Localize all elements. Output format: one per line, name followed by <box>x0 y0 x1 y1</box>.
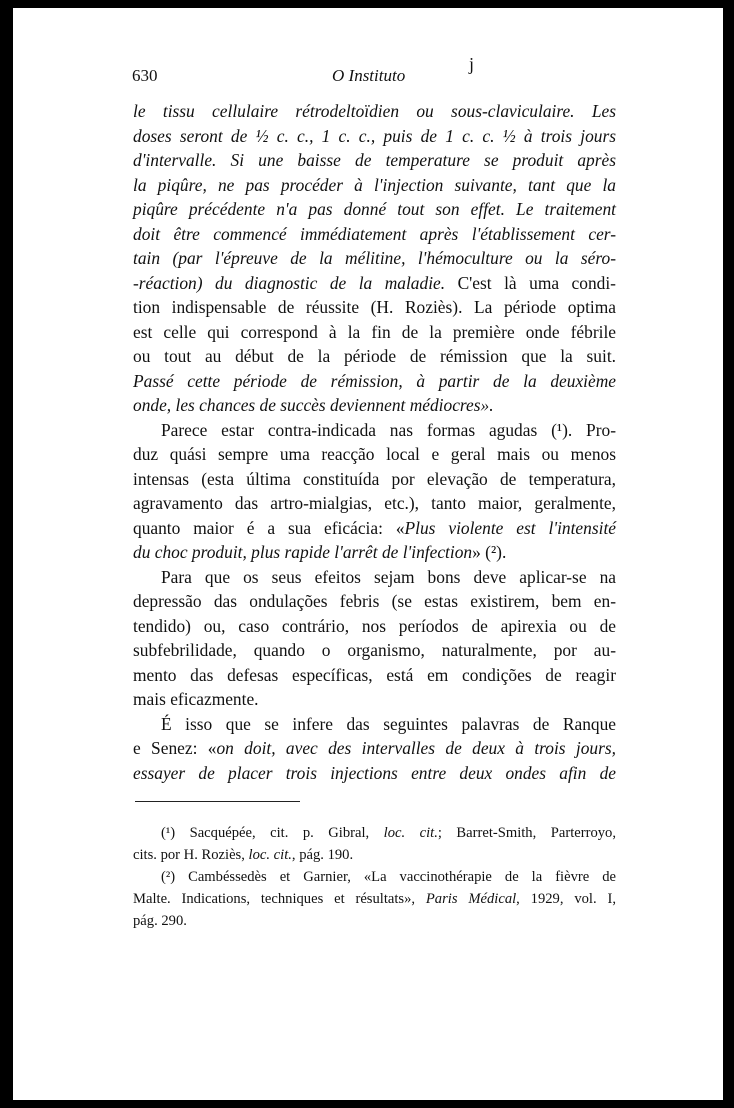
body-line <box>133 687 616 712</box>
body-line <box>133 712 616 737</box>
line-text: est celle qui correspond à la fin de la première onde fébrile <box>133 321 616 342</box>
running-header <box>132 54 616 88</box>
line-text: doses seront de ½ c. c., 1 c. c., puis de 1 c. c. ½ à trois jours <box>133 125 616 146</box>
line-text: tain (par l'épreuve de la mélitine, l'hémoculture ou la séro- <box>133 248 616 268</box>
body-line <box>133 565 616 590</box>
body-line <box>133 320 616 345</box>
body-line <box>133 99 616 124</box>
body-line <box>133 124 616 149</box>
body-text <box>133 99 616 785</box>
body-line <box>133 638 616 663</box>
line-text: essayer de placer trois injections entre deux ondes afin de <box>133 762 616 783</box>
line-text: onde, les chances de succès deviennent médiocres». <box>133 395 494 415</box>
line-text: e Senez: « <box>133 738 217 758</box>
footnote-line: (¹) Sacquépée, cit. p. Gibral, loc. cit.; Barret-Smith, Parterroyo, <box>161 825 616 841</box>
body-line <box>133 369 616 394</box>
footnote-rule <box>135 801 300 802</box>
line-text: quanto maior é a sua eficácia: « <box>133 517 405 538</box>
body-line <box>133 148 616 173</box>
body-line <box>133 589 616 614</box>
body-line <box>133 467 616 492</box>
line-text: mais eficazmente. <box>133 689 259 709</box>
body-line <box>133 491 616 516</box>
line-text: É isso que se infere das seguintes palavras de Ranque <box>161 713 616 734</box>
body-line <box>133 393 616 418</box>
body-line <box>133 516 616 541</box>
line-text: intensas (esta última constituída por elevação de temperatura, <box>133 468 616 489</box>
footnotes <box>133 822 616 932</box>
line-text: Para que os seus efeitos sejam bons deve aplicar-se na <box>161 566 616 587</box>
body-line <box>133 295 616 320</box>
line-text: mento das defesas específicas, está em condições de reagir <box>133 664 616 685</box>
margin-mark: ј <box>469 54 475 74</box>
body-line <box>133 442 616 467</box>
body-line <box>133 540 616 565</box>
body-line <box>133 663 616 688</box>
body-line <box>133 197 616 222</box>
body-line <box>133 761 616 786</box>
body-line <box>133 271 616 296</box>
line-text: agravamento das artro-mialgias, etc.), tanto maior, geralmente, <box>133 493 616 513</box>
body-line <box>133 418 616 443</box>
line-text: la piqûre, ne pas procéder à l'injection suivante, tant que la <box>133 174 616 195</box>
footnote-line: Malte. Indications, techniques et résultats», Paris Médical, 1929, vol. I, <box>133 891 616 907</box>
body-line <box>133 736 616 761</box>
line-text: du choc produit, plus rapide l'arrêt de l'infection <box>133 542 473 562</box>
line-text: ou tout au début de la période de rémission que la suit. <box>133 346 616 366</box>
line-tail: C'est là uma condi- <box>445 272 616 293</box>
footnote-line: pág. 290. <box>133 913 187 929</box>
body-line <box>133 173 616 198</box>
line-text: tion indispensable de réussite (H. Roziès). La période optima <box>133 297 616 317</box>
footnote-line: cits. por H. Roziès, loc. cit., pág. 190. <box>133 847 354 863</box>
line-text: subfebrilidade, quando o organismo, naturalmente, por au- <box>133 640 616 660</box>
line-text: d'intervalle. Si une baisse de temperature se produit après <box>133 150 616 170</box>
line-text: -réaction) du diagnostic de la maladie. <box>133 272 446 293</box>
body-line <box>133 344 616 369</box>
running-title: O Instituto <box>332 66 406 85</box>
footnote-line: (²) Cambéssedès et Garnier, «La vaccinothérapie de la fièvre de <box>161 869 616 885</box>
body-line <box>133 222 616 247</box>
line-italic-tail: Plus violente est l'intensité <box>404 517 616 538</box>
line-text: Parece estar contra-indicada nas formas agudas (¹). Pro- <box>161 419 616 440</box>
line-text: depressão das ondulações febris (se estas existirem, bem en- <box>133 591 616 611</box>
line-italic-tail: on doit, avec des intervalles de deux à trois jours, <box>216 738 617 758</box>
line-text: tendido) ou, caso contrário, nos períodos de apirexia ou de <box>133 615 616 636</box>
line-text: le tissu cellulaire rétrodeltoïdien ou sous-claviculaire. Les <box>133 101 616 121</box>
page-number: 630 <box>132 66 158 85</box>
body-line <box>133 614 616 639</box>
body-line <box>133 246 616 271</box>
line-text: Passé cette période de rémission, à partir de la deuxième <box>133 370 616 391</box>
line-text: piqûre précédente n'a pas donné tout son effet. Le traitement <box>133 199 616 219</box>
line-tail: » (²). <box>472 542 507 562</box>
line-text: doit être commencé immédiatement après l'établissement cer- <box>133 223 616 244</box>
line-text: duz quási sempre uma reacção local e geral mais ou menos <box>133 444 616 464</box>
